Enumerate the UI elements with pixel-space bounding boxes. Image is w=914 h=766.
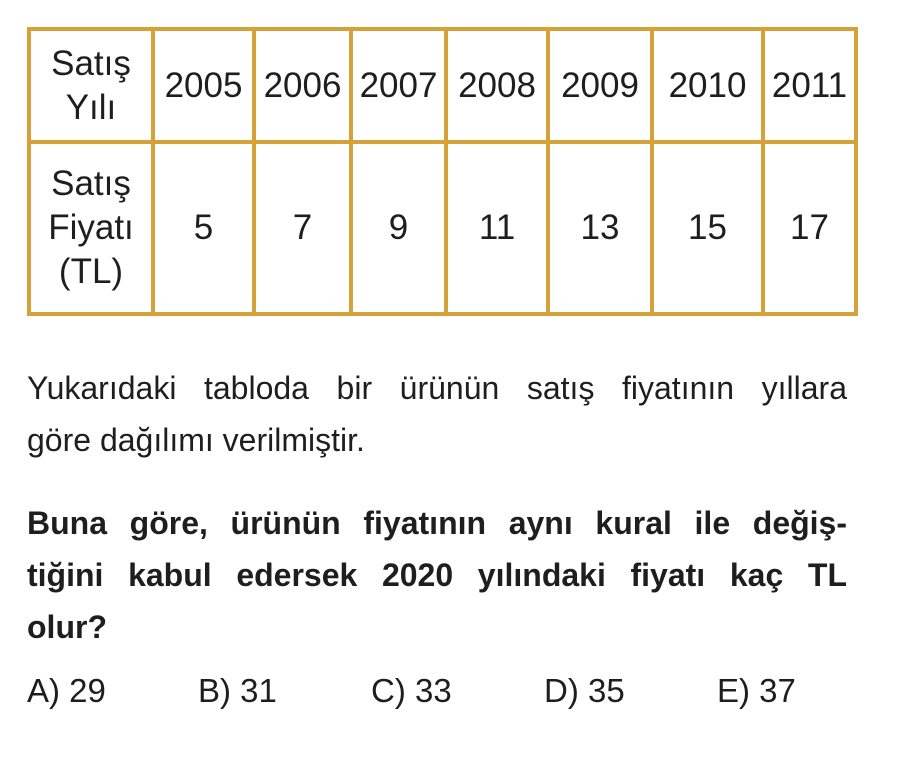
option-a[interactable]: A) 29 [27, 672, 106, 709]
option-e[interactable]: E) 37 [717, 672, 796, 709]
intro-text [27, 362, 847, 466]
price-cell: 17 [763, 142, 856, 314]
price-cell: 7 [254, 142, 351, 314]
year-cell: 2011 [763, 29, 856, 142]
option-b[interactable]: B) 31 [198, 672, 277, 709]
price-header-cell [29, 142, 153, 314]
year-header-cell [29, 29, 153, 142]
question-text [27, 497, 847, 653]
year-cell: 2006 [254, 29, 351, 142]
year-cell: 2008 [446, 29, 548, 142]
option-d[interactable]: D) 35 [544, 672, 625, 709]
price-cell: 9 [351, 142, 446, 314]
question-line: tiğini kabul edersek 2020 yılındaki fiyatı kaç TL [27, 557, 847, 593]
price-row [29, 142, 856, 314]
intro-line: Yukarıdaki tabloda bir ürünün satış fiyatının yıllara [27, 370, 847, 406]
question-line: olur? [27, 609, 107, 645]
option-c[interactable]: C) 33 [371, 672, 452, 709]
year-cell: 2005 [153, 29, 254, 142]
price-cell: 13 [548, 142, 652, 314]
year-header-line: Satış [51, 43, 131, 83]
year-cell: 2009 [548, 29, 652, 142]
sales-table [27, 27, 858, 316]
year-cell: 2010 [652, 29, 763, 142]
year-cell: 2007 [351, 29, 446, 142]
year-row [29, 29, 856, 142]
price-cell: 15 [652, 142, 763, 314]
answer-options [0, 672, 914, 722]
question-line: Buna göre, ürünün fiyatının aynı kural ile değiş- [27, 505, 847, 541]
price-header-line: (TL) [58, 251, 124, 291]
price-header-line: Satış [51, 164, 131, 204]
price-cell: 5 [153, 142, 254, 314]
price-header-line: Fiyatı [48, 208, 134, 248]
intro-line: göre dağılımı verilmiştir. [27, 422, 365, 458]
price-cell: 11 [446, 142, 548, 314]
year-header-line: Yılı [65, 87, 117, 127]
